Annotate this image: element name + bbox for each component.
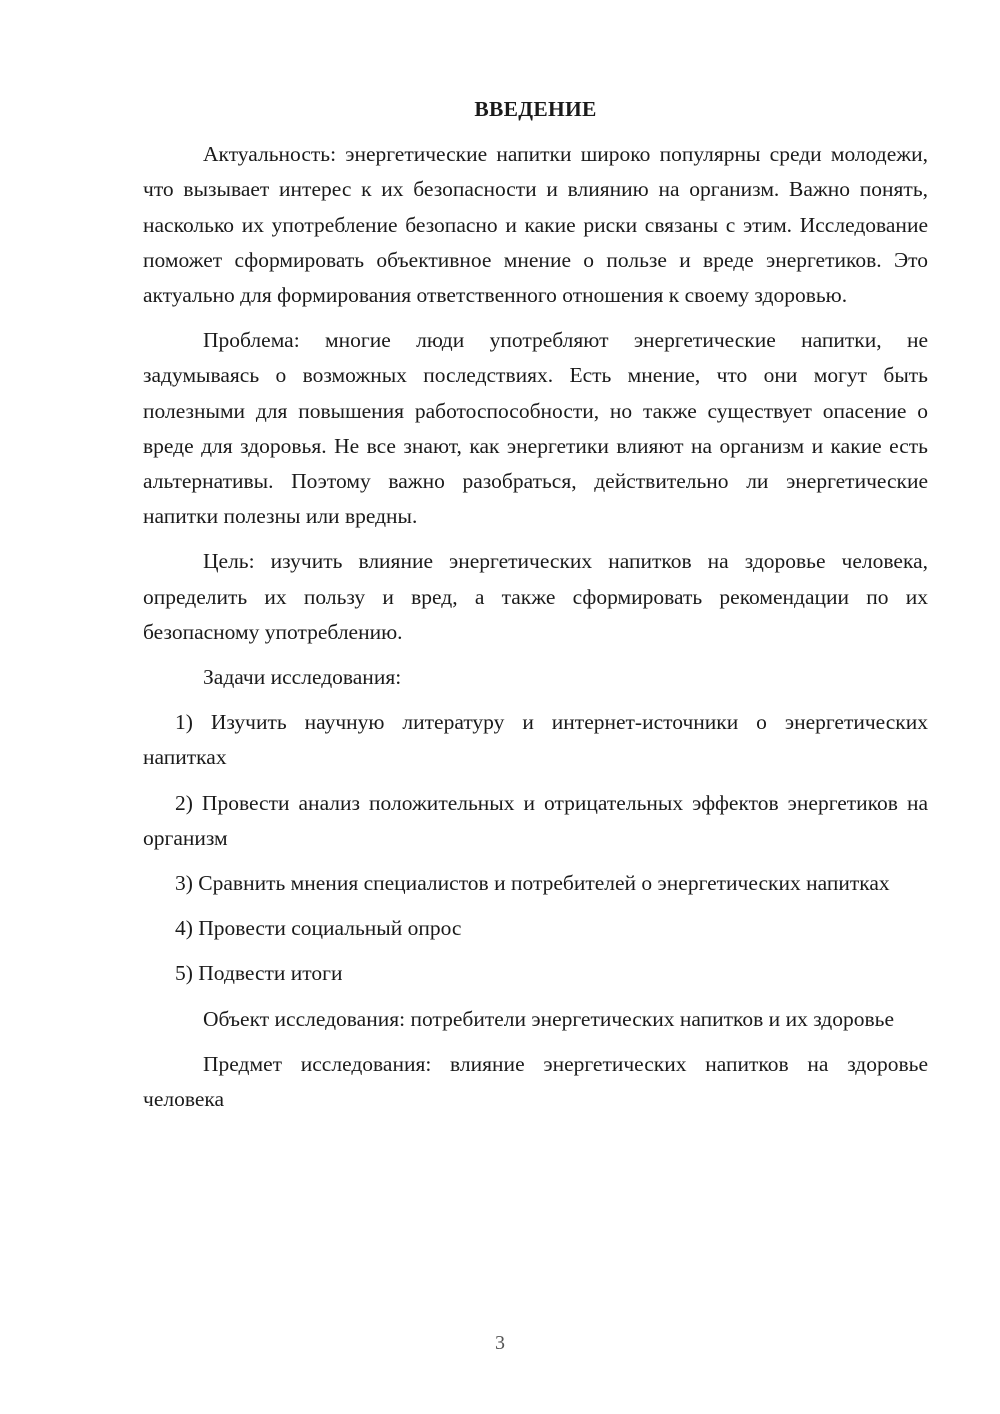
relevance-paragraph: Актуальность: энергетические напитки широко популярны среди молодежи, что вызывает интерес к их безопасности и влиянию на организм. Важно понять, насколько их употребление безопасно и какие риски связаны с этим. Исследование поможет сформировать объективное мнение о пользе и вреде энергетиков. Это актуально для формирования ответственного отношения к своему здоровью. <box>143 142 928 308</box>
page-number: 3 <box>495 1332 505 1354</box>
object-paragraph: Объект исследования: потребители энергетических напитков и их здоровье <box>203 1006 894 1031</box>
task-item-4: 4) Провести социальный опрос <box>175 916 462 941</box>
section-heading: ВВЕДЕНИЕ <box>474 97 597 121</box>
goal-paragraph: Цель: изучить влияние энергетических напитков на здоровье человека, определить их пользу и вред, а также сформировать рекомендации по их безопасному употреблению. <box>143 549 928 644</box>
tasks-title: Задачи исследования: <box>203 665 402 690</box>
task-item-2: 2) Провести анализ положительных и отрицательных эффектов энергетиков на организм <box>143 790 928 850</box>
problem-paragraph: Проблема: многие люди употребляют энергетические напитки, не задумываясь о возможных последствиях. Есть мнение, что они могут быть полезными для повышения работоспособности, но также существует опасение о вреде для здоровья. Не все знают, как энергетики влияют на организм и какие есть альтернативы. Поэтому важно разобраться, действительно ли энергетические напитки полезны или вредны. <box>143 328 928 529</box>
subject-paragraph: Предмет исследования: влияние энергетических напитков на здоровье человека <box>143 1051 928 1112</box>
task-item-3: 3) Сравнить мнения специалистов и потребителей о энергетических напитках <box>175 871 890 896</box>
task-item-5: 5) Подвести итоги <box>175 961 343 986</box>
page-content <box>143 92 928 1117</box>
task-item-1: 1) Изучить научную литературу и интернет-источники о энергетических напитках <box>143 710 928 770</box>
